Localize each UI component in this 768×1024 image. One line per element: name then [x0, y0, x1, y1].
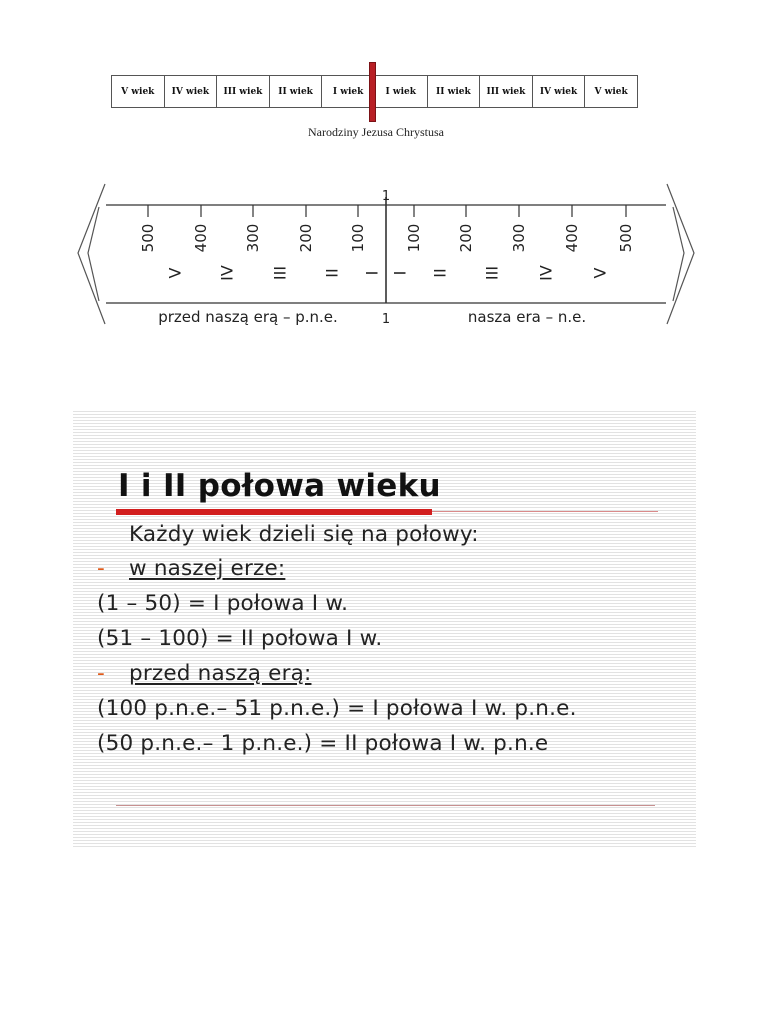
century-numeral: I [390, 270, 410, 276]
left-arrow-outer [78, 184, 105, 324]
bullet-dash: - [97, 661, 105, 686]
century-cell: III wiek [480, 76, 533, 107]
century-cell: I wiek [322, 76, 375, 107]
century-cell: II wiek [428, 76, 481, 107]
slide-line [97, 731, 548, 756]
title-underline-thin [432, 511, 658, 512]
year-tick-label: 200 [457, 223, 475, 253]
century-numeral: III [482, 265, 502, 281]
birth-caption: Narodziny Jezusa Chrystusa [308, 125, 444, 139]
slide-line [97, 696, 577, 721]
century-cell: III wiek [217, 76, 270, 107]
slide-line-text: w naszej erze: [129, 556, 286, 581]
year-tick-label: 400 [563, 223, 581, 253]
right-arrow-inner [673, 207, 684, 301]
ad-era-label: nasza era – n.e. [467, 308, 587, 326]
slide-bottom-rule [116, 805, 655, 806]
slide-line [97, 591, 348, 616]
year-tick-label: 500 [617, 223, 635, 253]
century-cell: IV wiek [533, 76, 586, 107]
century-cell: V wiek [112, 76, 165, 107]
era-timeline [76, 183, 696, 328]
year-tick-label: 300 [510, 223, 528, 253]
century-cell: V wiek [594, 86, 628, 97]
year-tick-label: 400 [192, 223, 210, 253]
bc-era-label: przed naszą erą – p.n.e. [158, 308, 338, 326]
slide-line [97, 626, 382, 651]
century-cell: IV wiek [165, 76, 218, 107]
slide-line-text: przed naszą erą: [129, 661, 312, 686]
bullet-dash: - [97, 556, 105, 581]
slide-title: I i II połowa wieku [118, 468, 441, 504]
century-numeral: IV [217, 265, 237, 281]
century-cell: I wiek [375, 76, 428, 107]
slide-line-text: Każdy wiek dzieli się na połowy: [129, 522, 479, 547]
century-numeral: V [590, 267, 610, 279]
center-bottom-label: 1 [381, 312, 391, 327]
year-tick-label: 100 [405, 223, 423, 253]
title-underline-bar [116, 509, 432, 515]
center-top-label: 1 [381, 189, 391, 204]
slide-line-text: (50 p.n.e.– 1 p.n.e.) = II połowa I w. p.n.e [97, 731, 549, 756]
year-tick-label: 300 [244, 223, 262, 253]
year-tick-label: 200 [297, 223, 315, 253]
slide-line-text: (1 – 50) = I połowa I w. [97, 591, 349, 616]
slide-line [97, 522, 479, 547]
year-tick-label: 500 [139, 223, 157, 253]
slide-line-text: (51 – 100) = II połowa I w. [97, 626, 383, 651]
century-numeral: II [322, 268, 342, 278]
right-arrow-outer [667, 184, 694, 324]
birth-marker [369, 62, 376, 122]
century-numeral: I [362, 270, 382, 276]
slide-panel [73, 409, 696, 848]
slide-line [97, 661, 311, 686]
slide-line [97, 556, 285, 581]
century-numeral: II [430, 268, 450, 278]
century-numeral: IV [536, 265, 556, 281]
century-numeral: V [165, 267, 185, 279]
left-arrow-inner [88, 207, 99, 301]
century-cell: II wiek [270, 76, 323, 107]
year-tick-label: 100 [349, 223, 367, 253]
slide-line-text: (100 p.n.e.– 51 p.n.e.) = I połowa I w. p.n.e. [97, 696, 577, 721]
century-numeral: III [270, 265, 290, 281]
